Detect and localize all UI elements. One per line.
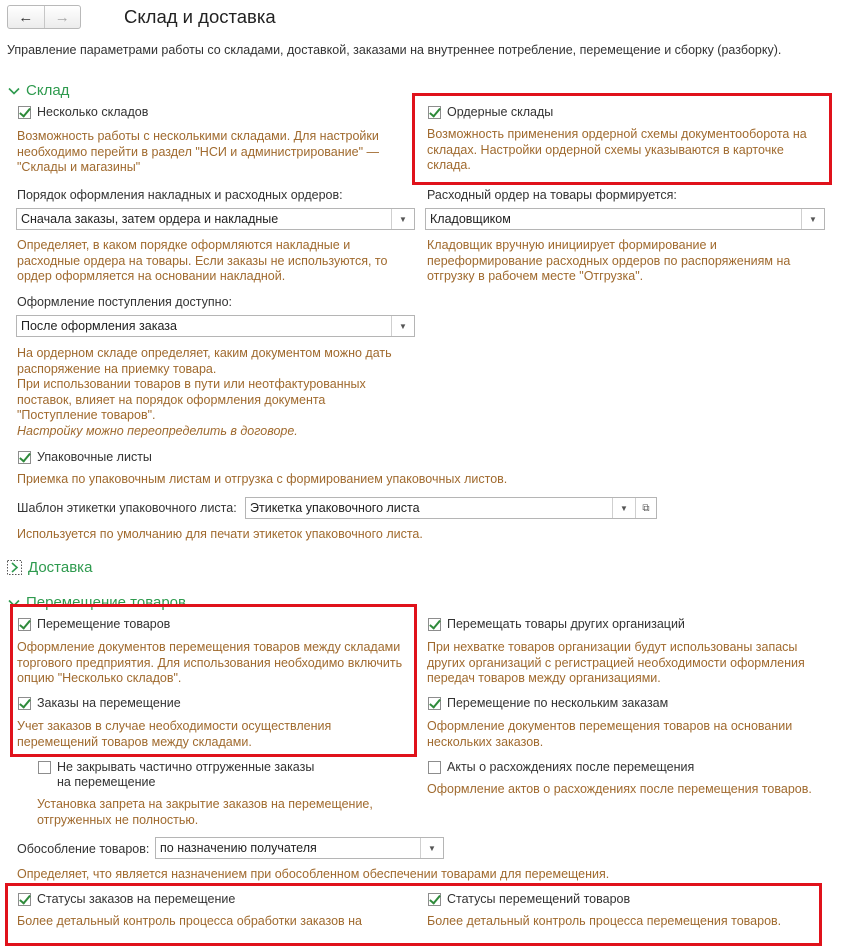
transfer-goods-checkbox[interactable]: Перемещение товаров — [18, 617, 170, 631]
transfer-orders-hint: Учет заказов в случае необходимости осуществления перемещений товаров между складами. — [17, 719, 332, 749]
back-arrow-icon[interactable]: ← — [18, 8, 34, 26]
checkbox-icon[interactable] — [38, 761, 51, 774]
receipt-select[interactable]: После оформления заказа ▼ — [16, 315, 415, 337]
invoice-order-hint: Определяет, в каком порядке оформляются накладные и расходные ордера на товары. Если заказы не используются, то ордер оформляется на основании накладной. — [17, 238, 388, 283]
section-dostavka-label: Доставка — [28, 559, 93, 576]
checkbox-icon[interactable] — [18, 451, 31, 464]
other-orgs-hint: При нехватке товаров организации будут использованы запасы других организаций с регистрацией необходимости оформления передач товаров между организациями. — [427, 640, 805, 685]
checkbox-icon[interactable] — [18, 106, 31, 119]
label-template-label: Шаблон этикетки упаковочного листа: — [17, 501, 237, 515]
chevron-right-icon — [7, 560, 22, 575]
dont-close-hint: Установка запрета на закрытие заказов на перемещение, отгруженных не полностью. — [37, 797, 373, 827]
expense-order-select[interactable]: Кладовщиком ▼ — [425, 208, 825, 230]
checkbox-icon[interactable] — [428, 761, 441, 774]
discrepancy-checkbox[interactable]: Акты о расхождениях после перемещения — [428, 760, 694, 774]
open-icon[interactable]: ⧉ — [635, 498, 656, 518]
dropdown-arrow-icon[interactable]: ▼ — [391, 316, 414, 336]
multiple-warehouses-hint: Возможность работы с несколькими складами. Для настройки необходимо перейти в раздел "НСИ и администрирование" — "Склады и магазины" — [17, 129, 379, 174]
receipt-label: Оформление поступления доступно: — [17, 295, 232, 309]
label-template-select[interactable]: Этикетка упаковочного листа ▼ ⧉ — [245, 497, 657, 519]
section-sklad-label: Склад — [26, 82, 70, 99]
discrepancy-hint: Оформление актов о расхождениях после перемещения товаров. — [427, 782, 812, 796]
order-warehouses-checkbox[interactable]: Ордерные склады — [428, 105, 553, 119]
isolation-label: Обособление товаров: — [17, 842, 150, 856]
dropdown-arrow-icon[interactable]: ▼ — [612, 498, 635, 518]
multi-orders-hint: Оформление документов перемещения товаров на основании нескольких заказов. — [427, 719, 793, 749]
transfer-statuses-checkbox[interactable]: Статусы перемещений товаров — [428, 892, 630, 906]
transfer-statuses-hint: Более детальный контроль процесса перемещения товаров. — [427, 914, 782, 928]
highlight-box-order-warehouses — [412, 93, 832, 185]
invoice-order-select[interactable]: Сначала заказы, затем ордера и накладные ▼ — [16, 208, 415, 230]
isolation-select[interactable]: по назначению получателя ▼ — [155, 837, 444, 859]
dropdown-arrow-icon[interactable]: ▼ — [391, 209, 414, 229]
checkbox-icon[interactable] — [428, 618, 441, 631]
page-description: Управление параметрами работы со складами, доставкой, заказами на внутреннее потребление, перемещение и сборку (разборку). — [7, 43, 782, 57]
dropdown-arrow-icon[interactable]: ▼ — [420, 838, 443, 858]
receipt-hint: На ордерном складе определяет, каким документом можно дать распоряжение на приемку товара. При использовании товаров в пути или неотфактурованных поставок, влияет на порядок оформления документа "Поступление товаров". — [17, 346, 392, 422]
dropdown-arrow-icon[interactable]: ▼ — [801, 209, 824, 229]
highlight-box-statuses — [5, 883, 822, 946]
label-template-hint: Используется по умолчанию для печати этикеток упаковочного листа. — [17, 527, 423, 541]
navigation-buttons — [7, 5, 81, 29]
order-warehouses-hint: Возможность применения ордерной схемы документооборота на складах. Настройки ордерной схемы указываются в карточке склада. — [427, 127, 807, 172]
forward-arrow-icon[interactable]: → — [44, 6, 81, 28]
highlight-box-transfer — [10, 604, 417, 757]
multi-orders-checkbox[interactable]: Перемещение по нескольким заказам — [428, 696, 668, 710]
transfer-goods-hint: Оформление документов перемещения товаров между складами торгового предприятия. Для использования необходимо включить опцию "Несколько складов". — [17, 640, 403, 685]
section-transfer-label: Перемещение товаров — [26, 594, 186, 611]
transfer-orders-checkbox[interactable]: Заказы на перемещение — [18, 696, 181, 710]
checkbox-icon[interactable] — [428, 697, 441, 710]
multiple-warehouses-checkbox[interactable]: Несколько складов — [18, 105, 148, 119]
chevron-down-icon — [8, 85, 20, 97]
other-orgs-checkbox[interactable]: Перемещать товары других организаций — [428, 617, 685, 631]
packing-lists-checkbox[interactable]: Упаковочные листы — [18, 450, 152, 464]
expense-order-label: Расходный ордер на товары формируется: — [427, 188, 677, 202]
order-statuses-checkbox[interactable]: Статусы заказов на перемещение — [18, 892, 235, 906]
expense-order-hint: Кладовщик вручную инициирует формирование и переформирование расходных ордеров по распоряжениям на отгрузку в рабочем месте "Отгрузка". — [427, 238, 791, 283]
dont-close-checkbox[interactable]: Не закрывать частично отгруженные заказы на перемещение — [38, 760, 314, 790]
section-sklad[interactable] — [8, 82, 69, 99]
isolation-hint: Определяет, что является назначением при обособленном обеспечении товарами для перемещения. — [17, 867, 610, 881]
section-dostavka[interactable] — [7, 559, 92, 576]
page-title: Склад и доставка — [124, 6, 276, 27]
order-statuses-hint: Более детальный контроль процесса обработки заказов на — [17, 914, 362, 928]
receipt-hint-italic: Настройку можно переопределить в договоре. — [17, 424, 298, 438]
packing-lists-hint: Приемка по упаковочным листам и отгрузка с формированием упаковочных листов. — [17, 472, 508, 486]
invoice-order-label: Порядок оформления накладных и расходных ордеров: — [17, 188, 343, 202]
